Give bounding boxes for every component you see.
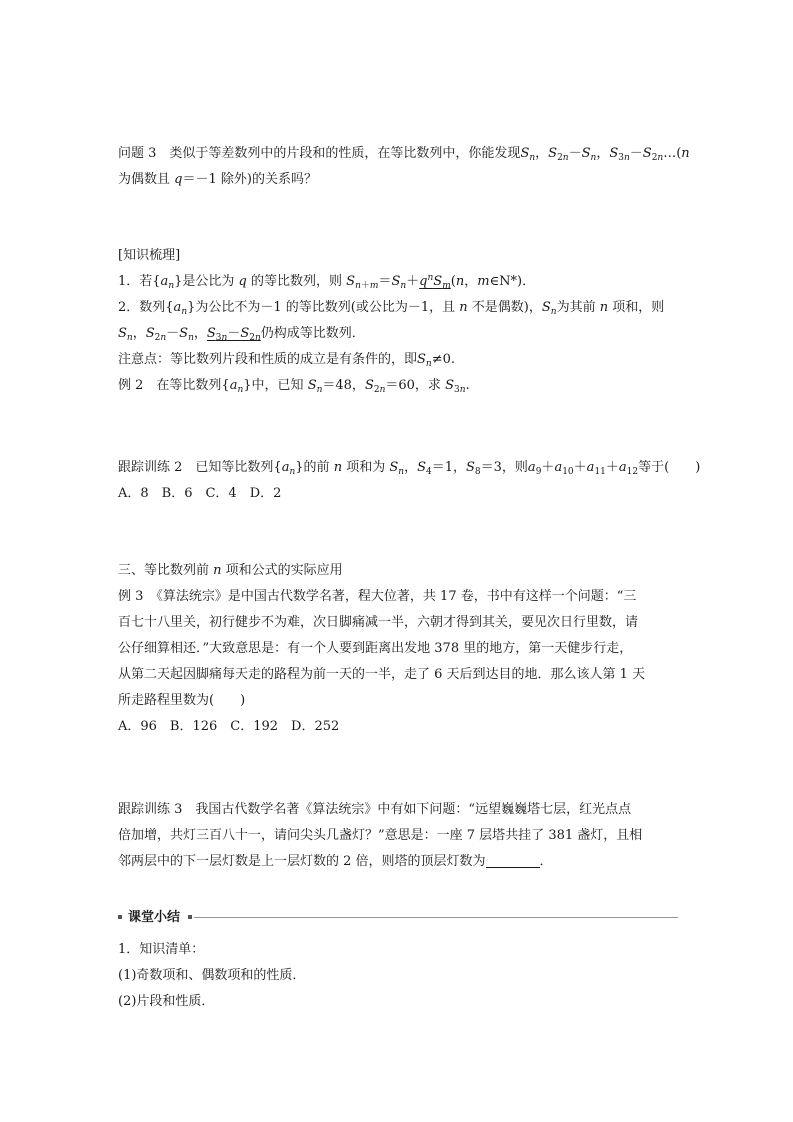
follow-up-2-question: 跟踪训练 2 已知等比数列$\{a_n\}$的前 n 项和为 $S_n$，$S_4=1$，$S_8=3$，则$a_9+a_{10}+a_{11}+a_{12}$等于( ) bbox=[118, 460, 701, 477]
knowledge-note: 注意点：等比数列片段和性质的成立是有条件的，即$S_n\ne 0$. bbox=[118, 352, 456, 369]
follow-up-2-options: A．8 B．6 C．4 D．2 bbox=[118, 486, 282, 501]
summary-heading bbox=[118, 908, 678, 928]
follow-up-3-line-2: 倍加增，共灯三百八十一，请问尖头几盏灯？”意思是：一座 7 层塔共挂了 381 盏灯，且相 bbox=[118, 828, 643, 843]
question-3 bbox=[118, 141, 690, 193]
question-3-line-1: 问题 3 类似于等差数列中的片段和的性质，在等比数列中，你能发现$S_n$，$S_{2n}-S_n$，$S_{3n}-S_{2n}\dots(n$ bbox=[118, 146, 690, 163]
example-3-line-5: 所走路程里数为( ) bbox=[118, 693, 246, 708]
follow-up-3-line-3: 邻两层中的下一层灯数是上一层灯数的 2 倍，则塔的顶层灯数为 ． bbox=[118, 854, 553, 869]
example-3-label: 例 3 bbox=[118, 589, 144, 604]
summary-item-3: (2)片段和性质． bbox=[118, 994, 215, 1009]
question-3-line-2: 为偶数且 q＝－1 除外)的关系吗？ bbox=[118, 172, 317, 187]
follow-up-3-line-1: 跟踪训练 3 我国古代数学名著《算法统宗》中有如下问题：“远望巍巍塔七层，红光点点 bbox=[118, 802, 632, 817]
knowledge-item-1: 1．若$\{a_n\}$是公比为 q 的等比数列，则 $S_{n+m}=S_n+q^nS_m(n$，m∈N*)． bbox=[118, 273, 536, 291]
follow-up-2 bbox=[118, 455, 701, 507]
follow-up-3 bbox=[118, 797, 678, 875]
bullet-icon bbox=[188, 915, 192, 919]
summary-title: 课堂小结 bbox=[128, 910, 181, 925]
summary-item-1: 1．知识清单： bbox=[118, 942, 205, 957]
example-3-line-4: 从第二天起因脚痛每天走的路程为前一天的一半，走了 6 天后到达目的地．那么该人第 1 天 bbox=[118, 667, 646, 682]
example-3-options: A．96 B．126 C．192 D．252 bbox=[118, 719, 340, 734]
follow-up-2-label: 跟踪训练 2 bbox=[118, 460, 183, 475]
example-2: 例 2 在等比数列$\{a_n\}$中，已知 $S_n=48$，$S_{2n}=60$，求 $S_{3n}$. bbox=[118, 378, 470, 395]
summary-list bbox=[118, 937, 678, 1015]
divider bbox=[194, 917, 678, 918]
summary-item-2: (1)奇数项和、偶数项和的性质． bbox=[118, 968, 306, 983]
knowledge-item-2-cont: $S_n$，$S_{2n}-S_n$，$S_{3n}-S_{2n}$仍构成等比数列． bbox=[118, 326, 365, 343]
knowledge-item-2: 2．数列$\{a_n\}$为公比不为－1 的等比数列(或公比为－1，且 n 不是偶数)，$S_n$为其前 n 项和，则 bbox=[118, 300, 665, 317]
follow-up-3-label: 跟踪训练 3 bbox=[118, 802, 183, 817]
section-3 bbox=[118, 558, 678, 740]
section-3-heading: 三、等比数列前 n 项和公式的实际应用 bbox=[118, 563, 343, 578]
answer-blank bbox=[486, 853, 540, 868]
knowledge-heading: [知识梳理] bbox=[118, 248, 181, 263]
example-2-label: 例 2 bbox=[118, 378, 144, 393]
example-3-line-2: 百七十八里关，初行健步不为难，次日脚痛减一半，六朝才得到其关，要见次日行里数，请 bbox=[118, 615, 639, 630]
example-3-line-1: 例 3 《算法统宗》是中国古代数学名著，程大位著，共 17 卷，书中有这样一个问题：“三 bbox=[118, 589, 637, 604]
example-3-line-3: 公仔细算相还．”大致意思是：有一个人要到距离出发地 378 里的地方，第一天健步行走， bbox=[118, 641, 633, 656]
knowledge-section bbox=[118, 243, 678, 399]
bullet-icon bbox=[118, 915, 122, 919]
question-3-label: 问题 3 bbox=[118, 146, 157, 161]
